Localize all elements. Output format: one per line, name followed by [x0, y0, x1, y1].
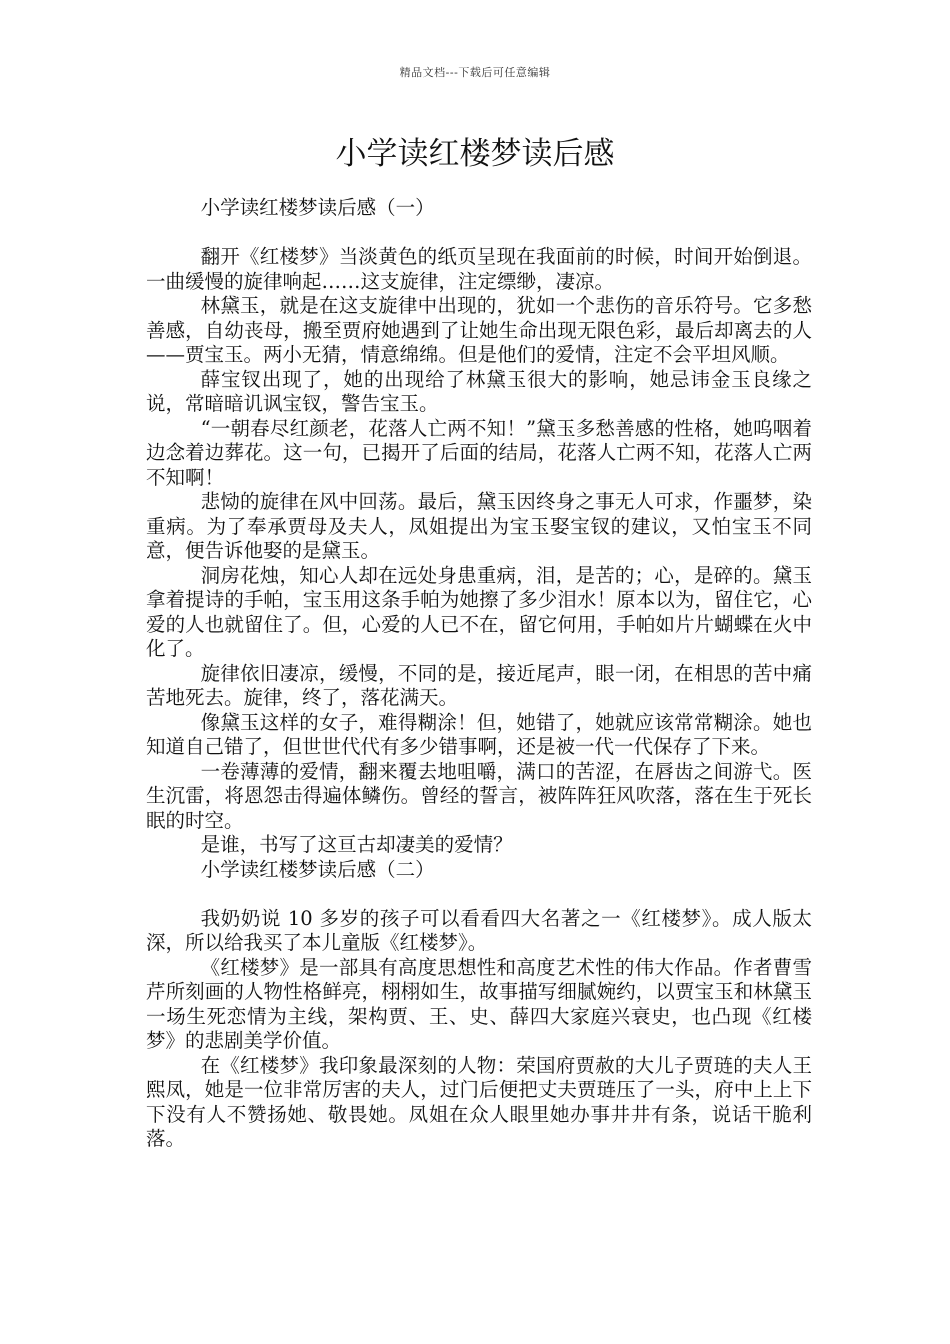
header-note: 精品文档---下载后可任意编辑 [399, 66, 551, 79]
paragraph: 薛宝钗出现了，她的出现给了林黛玉很大的影响，她忌讳金玉良缘之说，常暗暗讥讽宝钗，警告宝玉。 [146, 367, 812, 415]
paragraph: 《红楼梦》是一部具有高度思想性和高度艺术性的伟大作品。作者曹雪芹所刻画的人物性格鲜亮，栩栩如生，故事描写细腻婉约，以贾宝玉和林黛玉一场生死恋情为主线，架构贾、王、史、薛四大家庭兴衰史，也凸现《红楼梦》的悲剧美学价值。 [146, 955, 812, 1052]
document-title: 小学读红楼梦读后感 [335, 136, 615, 172]
paragraph: 林黛玉，就是在这支旋律中出现的，犹如一个悲伤的音乐符号。它多愁善感，自幼丧母，搬至贾府她遇到了让她生命出现无限色彩，最后却离去的人——贾宝玉。两小无猜，情意绵绵。但是他们的爱情，注定不会平坦风顺。 [146, 294, 812, 366]
paragraph: 在《红楼梦》我印象最深刻的人物：荣国府贾赦的大儿子贾琏的夫人王熙凤，她是一位非常厉害的夫人，过门后便把丈夫贾琏压了一头，府中上上下下没有人不赞扬她、敬畏她。凤姐在众人眼里她办事井井有条，说话干脆利落。 [146, 1053, 812, 1150]
paragraph: 是谁，书写了这亘古却凄美的爱情？ [200, 833, 513, 856]
paragraph: 像黛玉这样的女子，难得糊涂！但，她错了，她就应该常常糊涂。她也知道自己错了，但世世代代有多少错事啊，还是被一代一代保存了下来。 [146, 710, 812, 758]
section-heading-2: 小学读红楼梦读后感（二） [200, 857, 435, 881]
paragraph: 我奶奶说 10 多岁的孩子可以看看四大名著之一《红楼梦》。成人版太深，所以给我买了本儿童版《红楼梦》。 [146, 906, 812, 954]
blank-line [146, 882, 812, 907]
document-body [146, 196, 812, 1152]
paragraph: 悲恸的旋律在风中回荡。最后，黛玉因终身之事无人可求，作噩梦，染重病。为了奉承贾母及夫人，凤姐提出为宝玉娶宝钗的建议，又怕宝玉不同意，便告诉他娶的是黛玉。 [146, 490, 812, 562]
blank-line [146, 221, 812, 246]
paragraph: “一朝春尽红颜老，花落人亡两不知！”黛玉多愁善感的性格，她呜咽着边念着边葬花。这一句，已揭开了后面的结局，花落人亡两不知，花落人亡两不知啊！ [146, 416, 812, 489]
paragraph: 一卷薄薄的爱情，翻来覆去地咀嚼，满口的苦涩，在唇齿之间游弋。医生沉雷，将恩怨击得遍体鳞伤。曾经的誓言，被阵阵狂风吹落，落在生于死长眠的时空。 [146, 759, 812, 832]
paragraph: 洞房花烛，知心人却在远处身患重病，泪，是苦的；心，是碎的。黛玉拿着提诗的手帕，宝玉用这条手帕为她擦了多少泪水！原本以为，留住它，心爱的人也就留住了。但，心爱的人已不在，留它何用，手帕如片片蝴蝶在火中化了。 [146, 563, 812, 660]
paragraph: 旋律依旧凄凉，缓慢，不同的是，接近尾声，眼一闭，在相思的苦中痛苦地死去。旋律，终了，落花满天。 [146, 661, 812, 709]
paragraph: 翻开《红楼梦》当淡黄色的纸页呈现在我面前的时候，时间开始倒退。一曲缓慢的旋律响起……这支旋律，注定缥缈，凄凉。 [146, 245, 812, 293]
section-heading-1: 小学读红楼梦读后感（一） [200, 196, 435, 219]
